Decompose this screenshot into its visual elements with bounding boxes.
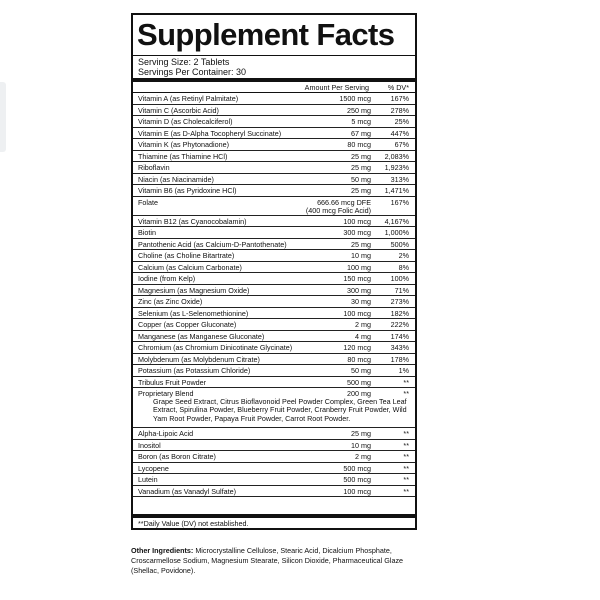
nutrient-dv: 1,000% xyxy=(384,228,409,237)
nutrient-amount: 200 mg xyxy=(347,389,371,398)
other-ingredients xyxy=(131,546,431,576)
nutrient-row xyxy=(133,451,415,463)
nutrient-amount: 10 mg xyxy=(351,251,371,260)
nutrient-name: Tribulus Fruit Powder xyxy=(138,377,207,387)
nutrient-dv: 167% xyxy=(390,94,409,103)
nutrient-name: Vitamin K (as Phytonadione) xyxy=(138,140,229,149)
dv-header: % DV* xyxy=(387,83,409,92)
nutrient-dv: 167% xyxy=(390,197,409,207)
supplement-facts-panel xyxy=(131,13,417,530)
nutrient-name: Vanadium (as Vanadyl Sulfate) xyxy=(138,486,237,496)
nutrient-amount: 2 mg xyxy=(355,452,371,461)
nutrient-name: Lutein xyxy=(138,475,158,484)
nutrient-name: Choline (as Choline Bitartrate) xyxy=(138,251,235,260)
nutrient-amount: 50 mg xyxy=(351,174,371,184)
nutrient-row xyxy=(133,308,415,320)
nutrient-dv: 1,923% xyxy=(384,163,409,172)
nutrient-dv: 447% xyxy=(390,128,409,138)
nutrient-amount: 120 mcg xyxy=(343,343,371,352)
nutrient-amount: 300 mg xyxy=(347,285,371,295)
nutrient-amount: 1500 mcg xyxy=(339,94,371,103)
nutrient-amount: 25 mg xyxy=(351,151,371,161)
nutrient-row xyxy=(133,285,415,297)
nutrient-row xyxy=(133,227,415,239)
nutrient-row xyxy=(133,116,415,128)
nutrient-name: Thiamine (as Thiamine HCl) xyxy=(138,151,228,161)
nutrient-name: Riboflavin xyxy=(138,163,170,172)
nutrient-row xyxy=(133,151,415,163)
nutrient-amount: 300 mcg xyxy=(343,228,371,237)
title-divider xyxy=(133,55,415,56)
nutrient-name: Magnesium (as Magnesium Oxide) xyxy=(138,285,250,295)
nutrient-name: Proprietary Blend xyxy=(138,389,194,398)
nutrient-row xyxy=(133,388,415,428)
nutrient-amount: 25 mg xyxy=(351,429,371,438)
nutrient-name: Molybdenum (as Molybdenum Citrate) xyxy=(138,354,260,364)
nutrient-name: Iodine (from Kelp) xyxy=(138,274,196,283)
nutrient-name: Biotin xyxy=(138,228,156,237)
nutrient-amount: 50 mg xyxy=(351,366,371,375)
nutrient-amount: 10 mg xyxy=(351,440,371,450)
nutrient-row xyxy=(133,174,415,186)
nutrient-dv: 273% xyxy=(390,297,409,306)
edge-decoration xyxy=(0,82,6,152)
nutrient-row xyxy=(133,105,415,117)
nutrient-amount-note: (400 mcg Folic Acid) xyxy=(305,205,371,215)
nutrient-amount: 150 mcg xyxy=(343,274,371,283)
panel-title: Supplement Facts xyxy=(137,17,395,52)
nutrient-dv: 174% xyxy=(390,331,409,341)
nutrient-name: Copper (as Copper Gluconate) xyxy=(138,320,237,329)
nutrient-row xyxy=(133,162,415,174)
nutrient-amount: 25 mg xyxy=(351,163,371,172)
nutrient-amount: 5 mcg xyxy=(351,117,371,126)
nutrient-amount: 25 mg xyxy=(351,186,371,195)
ingredients-text: Microcrystalline Cellulose, Stearic Acid, Dicalcium Phosphate, Croscarmellose Sodium, Magnesium Stearate, Silicon Dioxide, Pharmaceutical Glaze (Shellac, Povidone). xyxy=(131,546,404,575)
blend-ingredients: Grape Seed Extract, Citrus Bioflavonoid Peel Powder Complex, Green Tea Leaf Extract, Spirulina Powder, Blueberry Fruit Powder, Cranberry Fruit Powder, Wild Yam Root Powder, Papaya Fruit Powder, Carrot Root Powder. xyxy=(153,397,407,423)
nutrient-row xyxy=(133,128,415,140)
nutrient-row xyxy=(133,463,415,475)
footnote: **Daily Value (DV) not established. xyxy=(138,519,249,528)
nutrient-dv: 67% xyxy=(394,140,409,149)
ingredients-label: Other Ingredients: xyxy=(131,546,194,555)
nutrient-amount: 100 mcg xyxy=(343,308,371,318)
bottom-thick-divider xyxy=(133,514,415,518)
nutrient-dv: 178% xyxy=(390,354,409,364)
nutrient-dv: 343% xyxy=(390,343,409,352)
serving-size: Serving Size: 2 Tablets xyxy=(138,57,230,67)
nutrient-dv: ** xyxy=(403,486,409,496)
nutrient-dv: ** xyxy=(403,389,409,398)
nutrient-amount: 666.66 mcg DFE xyxy=(317,197,371,207)
nutrient-row xyxy=(133,139,415,151)
nutrient-name: Vitamin C (Ascorbic Acid) xyxy=(138,105,219,115)
nutrient-dv: 500% xyxy=(390,239,409,249)
nutrient-name: Vitamin D (as Cholecalciferol) xyxy=(138,117,233,126)
nutrient-row xyxy=(133,262,415,274)
nutrient-row xyxy=(133,296,415,308)
nutrient-row xyxy=(133,319,415,331)
nutrient-row xyxy=(133,440,415,452)
nutrient-amount: 67 mg xyxy=(351,128,371,138)
nutrient-name: Zinc (as Zinc Oxide) xyxy=(138,297,203,306)
nutrient-amount: 4 mg xyxy=(355,331,371,341)
nutrient-name: Selenium (as L-Selenomethionine) xyxy=(138,308,249,318)
nutrient-name: Calcium (as Calcium Carbonate) xyxy=(138,262,242,272)
nutrient-row xyxy=(133,377,415,389)
nutrient-name: Vitamin B6 (as Pyridoxine HCl) xyxy=(138,186,237,195)
nutrient-amount: 100 mg xyxy=(347,262,371,272)
nutrient-name: Manganese (as Manganese Gluconate) xyxy=(138,331,265,341)
nutrient-row xyxy=(133,216,415,228)
nutrient-dv: ** xyxy=(403,463,409,473)
nutrient-row xyxy=(133,93,415,105)
nutrient-row xyxy=(133,250,415,262)
nutrient-name: Folate xyxy=(138,197,158,207)
nutrient-name: Vitamin B12 (as Cyanocobalamin) xyxy=(138,216,247,226)
nutrient-amount: 2 mg xyxy=(355,320,371,329)
nutrient-amount: 100 mcg xyxy=(343,486,371,496)
nutrient-dv: 71% xyxy=(394,285,409,295)
nutrient-dv: 1,471% xyxy=(384,186,409,195)
nutrient-dv: 1% xyxy=(398,366,409,375)
nutrient-row xyxy=(133,197,415,216)
nutrient-amount: 80 mcg xyxy=(347,354,371,364)
nutrient-dv: 222% xyxy=(390,320,409,329)
nutrient-name: Pantothenic Acid (as Calcium-D-Pantothenate) xyxy=(138,239,287,249)
nutrient-row xyxy=(133,474,415,486)
nutrient-name: Alpha-Lipoic Acid xyxy=(138,429,194,438)
nutrient-amount: 100 mcg xyxy=(343,216,371,226)
nutrient-name: Vitamin A (as Retinyl Palmitate) xyxy=(138,94,239,103)
nutrient-row xyxy=(133,354,415,366)
nutrient-dv: 4,167% xyxy=(384,216,409,226)
nutrient-name: Chromium (as Chromium Dinicotinate Glycinate) xyxy=(138,343,293,352)
nutrient-amount: 500 mg xyxy=(347,377,371,387)
nutrient-name: Lycopene xyxy=(138,463,169,473)
nutrient-name: Vitamin E (as D-Alpha Tocopheryl Succinate) xyxy=(138,128,282,138)
nutrient-amount: 500 mcg xyxy=(343,463,371,473)
nutrient-row xyxy=(133,365,415,377)
nutrient-name: Inositol xyxy=(138,440,161,450)
nutrient-dv: ** xyxy=(403,452,409,461)
nutrient-amount: 250 mg xyxy=(347,105,371,115)
servings-per-container: Servings Per Container: 30 xyxy=(138,67,247,77)
amount-header: Amount Per Serving xyxy=(304,83,369,92)
nutrient-dv: ** xyxy=(403,429,409,438)
nutrient-row xyxy=(133,273,415,285)
nutrient-name: Boron (as Boron Citrate) xyxy=(138,452,216,461)
nutrient-row xyxy=(133,342,415,354)
nutrient-row xyxy=(133,486,415,498)
nutrient-row xyxy=(133,331,415,343)
nutrient-row xyxy=(133,239,415,251)
nutrient-dv: 25% xyxy=(394,117,409,126)
nutrient-name: Potassium (as Potassium Chloride) xyxy=(138,366,251,375)
nutrient-row xyxy=(133,428,415,440)
nutrient-amount: 30 mg xyxy=(351,297,371,306)
nutrient-amount: 80 mcg xyxy=(347,140,371,149)
nutrient-dv: 278% xyxy=(390,105,409,115)
nutrient-dv: 182% xyxy=(390,308,409,318)
nutrient-dv: 2% xyxy=(398,251,409,260)
nutrient-dv: 2,083% xyxy=(384,151,409,161)
nutrient-dv: 313% xyxy=(390,174,409,184)
nutrient-amount: 500 mcg xyxy=(343,475,371,484)
nutrient-dv: 100% xyxy=(390,274,409,283)
nutrient-amount: 25 mg xyxy=(351,239,371,249)
column-header xyxy=(133,82,415,92)
nutrient-row xyxy=(133,185,415,197)
nutrient-dv: ** xyxy=(403,377,409,387)
nutrient-name: Niacin (as Niacinamide) xyxy=(138,174,214,184)
nutrient-dv: ** xyxy=(403,440,409,450)
nutrient-dv: ** xyxy=(403,475,409,484)
nutrient-dv: 8% xyxy=(398,262,409,272)
